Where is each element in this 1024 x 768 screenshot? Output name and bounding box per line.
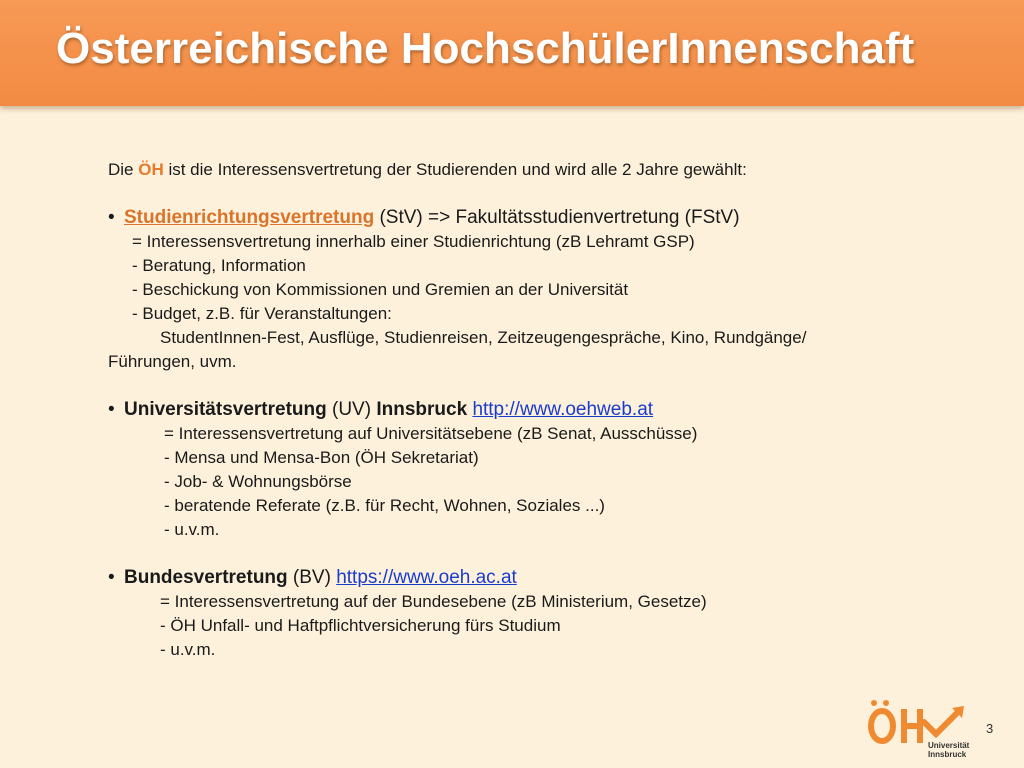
uv-url-link[interactable]: http://www.oehweb.at xyxy=(472,399,654,420)
logo-text: Universität Innsbruck xyxy=(928,741,970,759)
page-number: 3 xyxy=(986,721,994,736)
bullet-stv: • Studienrichtungsvertretung (StV) => Fakultätsstudienvertretung (FStV) xyxy=(108,207,740,228)
stv-detail-1: = Interessensvertretung innerhalb einer Studienrichtung (zB Lehramt GSP) xyxy=(132,232,695,251)
stv-examples-1: StudentInnen-Fest, Ausflüge, Studienreisen, Zeitzeugengespräche, Kino, Rundgänge/ xyxy=(160,328,807,347)
stv-link[interactable]: Studienrichtungsvertretung xyxy=(124,207,375,228)
intro-line: Die ÖH ist die Interessensvertretung der Studierenden und wird alle 2 Jahre gewählt: xyxy=(108,160,747,179)
bv-url-link[interactable]: https://www.oeh.ac.at xyxy=(336,567,517,588)
uv-detail-3: - Job- & Wohnungsbörse xyxy=(164,472,352,491)
bv-detail-3: - u.v.m. xyxy=(160,640,216,659)
stv-detail-4: - Budget, z.B. für Veranstaltungen: xyxy=(132,304,392,323)
oh-abbreviation: ÖH xyxy=(138,160,164,179)
bullet-marker: • xyxy=(108,399,115,420)
bullet-uv: • Universitätsvertretung (UV) Innsbruck http://www.oehweb.at xyxy=(108,399,654,420)
bv-detail-1: = Interessensvertretung auf der Bundesebene (zB Ministerium, Gesetze) xyxy=(160,592,707,611)
title-bar xyxy=(0,0,1024,106)
bullet-marker: • xyxy=(108,207,115,228)
slide-title: Österreichische HochschülerInnenschaft xyxy=(56,24,915,73)
stv-detail-3: - Beschickung von Kommissionen und Gremien an der Universität xyxy=(132,280,629,299)
uv-detail-4: - beratende Referate (z.B. für Recht, Wohnen, Soziales ...) xyxy=(164,496,605,515)
bullet-marker: • xyxy=(108,567,115,588)
stv-detail-2: - Beratung, Information xyxy=(132,256,306,275)
slide-body xyxy=(108,158,988,662)
bv-detail-2: - ÖH Unfall- und Haftpflichtversicherung fürs Studium xyxy=(160,616,561,635)
uv-detail-5: - u.v.m. xyxy=(164,520,220,539)
bullet-bv: • Bundesvertretung (BV) https://www.oeh.ac.at xyxy=(108,567,517,588)
uv-detail-2: - Mensa und Mensa-Bon (ÖH Sekretariat) xyxy=(164,448,479,467)
uv-detail-1: = Interessensvertretung auf Universitätsebene (zB Senat, Ausschüsse) xyxy=(164,424,698,443)
stv-examples-2: Führungen, uvm. xyxy=(108,352,237,371)
